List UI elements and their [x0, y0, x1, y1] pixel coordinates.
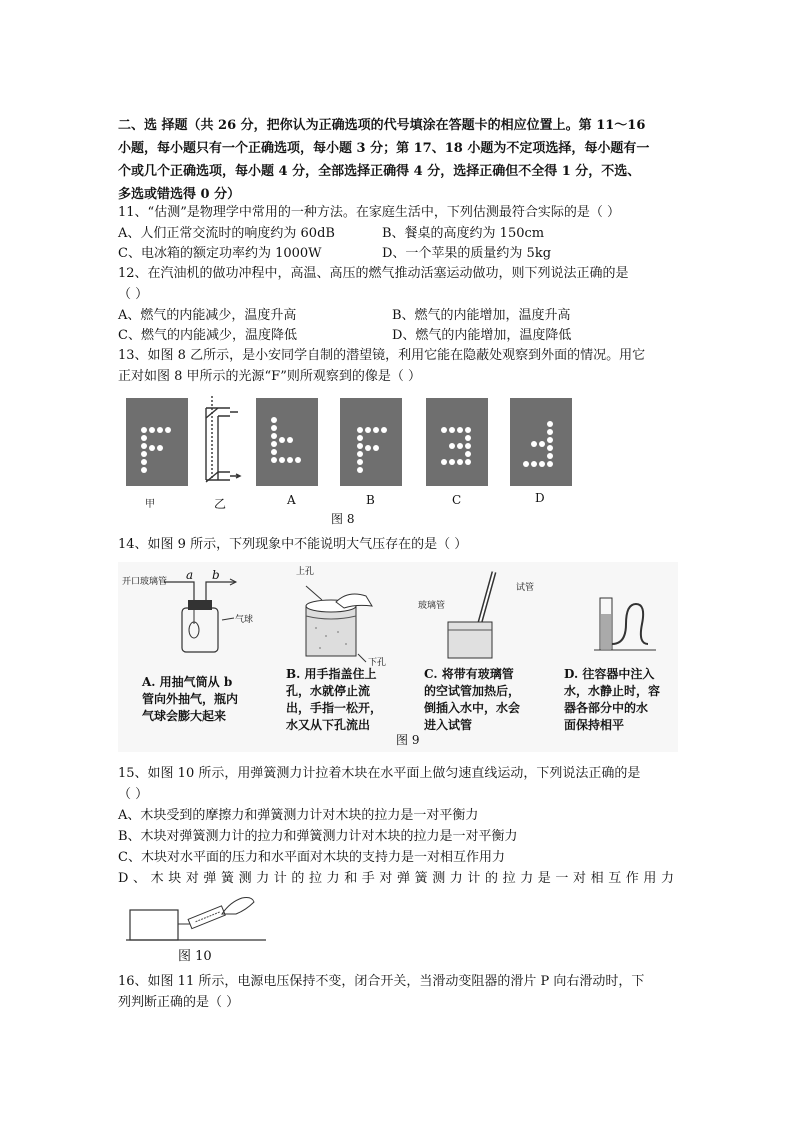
fig9-a-balloon-label: 气球 [235, 615, 254, 625]
q16-stem-line-1: 16、如图 11 所示，电源电压保持不变，闭合开关，当滑动变阻器的滑片 P 向右滑动时，下 [118, 974, 645, 989]
fig9-a-caption-3: 气球会膨大起来 [142, 709, 227, 723]
fig9-b-caption-4: 水又从下孔流出 [286, 718, 371, 732]
figure-10 [126, 888, 276, 948]
fig9-c-caption-4: 进入试管 [424, 718, 473, 732]
fig9-c-test-tube-label: 试管 [516, 583, 535, 593]
fig9-c-caption-3: 倒插入水中，水会 [424, 701, 521, 715]
q12-stem-line-2: （ ） [118, 287, 149, 302]
fig8-label-a: A [287, 493, 296, 507]
q13-stem-line-2: 正对如图 8 甲所示的光源“F”则所观察到的像是（ ） [118, 369, 421, 384]
q12-option-d: D、燃气的内能增加，温度降低 [392, 328, 572, 343]
fig9-c-glass-tube-label: 玻璃管 [418, 601, 446, 611]
q12-stem-line-1: 12、在汽油机的做功冲程中，高温、高压的燃气推动活塞运动做功，则下列说法正确的是 [118, 266, 629, 281]
figure-9-d-diagram [586, 584, 666, 664]
figure-9-caption: 图 9 [396, 733, 420, 747]
fig9-d-caption-3: 器各部分中的水 [564, 701, 649, 715]
fig9-b-caption-1: B. 用手指盖住上 [286, 667, 377, 681]
q12-option-a: A、燃气的内能减少，温度升高 [118, 308, 297, 323]
figure-9-c-diagram [404, 564, 534, 664]
q16-stem-line-2: 列判断正确的是（ ） [118, 995, 240, 1010]
fig9-d-caption-1: D. 往容器中注入 [564, 667, 655, 681]
option-c-image-panel [426, 398, 488, 486]
section-header-line-1: 二、选 择题（共 26 分，把你认为正确选项的代号填涂在答题卡的相应位置上。第 11～16 [118, 118, 646, 133]
figure-9 [118, 562, 678, 752]
figure-8 [118, 390, 588, 530]
option-d-image-panel [510, 398, 572, 486]
q15-stem-line-1: 15、如图 10 所示，用弹簧测力计拉着木块在水平面上做匀速直线运动，下列说法正确的是 [118, 766, 641, 781]
q11-stem: 11、“估测”是物理学中常用的一种方法。在家庭生活中，下列估测最符合实际的是（ ） [118, 205, 620, 220]
figure-10-caption: 图 10 [178, 949, 212, 964]
q15-option-d: D、木块对弹簧测力计的拉力和手对弹簧测力计的拉力是一对相互作用力 [118, 871, 674, 886]
fig9-a-tube-label: 开口玻璃管 [122, 577, 168, 587]
fig9-a-caption-2: 管向外抽气，瓶内 [142, 692, 239, 706]
q15-option-b: B、木块对弹簧测力计的拉力和弹簧测力计对木块的拉力是一对平衡力 [118, 829, 518, 844]
fig9-b-bottom-hole-label: 下孔 [368, 658, 387, 668]
figure-9-b-diagram [286, 566, 396, 666]
q13-stem-line-1: 13、如图 8 乙所示，是小安同学自制的潜望镜，利用它能在隐蔽处观察到外面的情况。用它 [118, 348, 646, 363]
periscope-diagram [206, 396, 240, 482]
q14-stem: 14、如图 9 所示，下列现象中不能说明大气压存在的是（ ） [118, 537, 468, 552]
q12-option-c: C、燃气的内能减少，温度降低 [118, 328, 297, 343]
fig9-c-caption-1: C. 将带有玻璃管 [424, 667, 514, 681]
fig9-b-top-hole-label: 上孔 [296, 567, 315, 577]
fig9-a-caption-1: A. 用抽气筒从 b [142, 675, 233, 689]
figure-8-caption: 图 8 [331, 512, 355, 526]
section-header-line-3: 个或几个正确选项，每小题 4 分，全部选择正确得 4 分，选择正确但不全得 1 分，不选、 [118, 164, 641, 179]
q11-option-c: C、电冰箱的额定功率约为 1000W [118, 246, 322, 261]
fig8-label-d: D [535, 491, 545, 505]
section-header-line-4: 多选或错选得 0 分） [118, 187, 241, 202]
q15-stem-line-2: （ ） [118, 787, 149, 802]
q12-option-b: B、燃气的内能增加，温度升高 [392, 308, 571, 323]
fig9-a-label-a: a [186, 568, 194, 582]
fig9-d-caption-4: 面保持相平 [564, 718, 625, 732]
option-b-image-panel [340, 398, 402, 486]
q11-option-b: B、餐桌的高度约为 150cm [382, 226, 545, 241]
fig8-label-b: B [366, 493, 375, 507]
q15-option-a: A、木块受到的摩擦力和弹簧测力计对木块的拉力是一对平衡力 [118, 808, 479, 823]
q15-option-c: C、木块对水平面的压力和水平面对木块的支持力是一对相互作用力 [118, 850, 505, 865]
fig8-label-yi: 乙 [214, 497, 227, 511]
q11-option-a: A、人们正常交流时的响度约为 60dB [118, 226, 335, 241]
fig8-label-jia: 甲 [145, 499, 155, 510]
fig8-label-c: C [452, 493, 462, 507]
fig9-a-label-b: b [212, 568, 220, 582]
fig9-b-caption-2: 孔，水就停止流 [286, 684, 371, 698]
fig9-b-caption-3: 出，手指一松开， [286, 701, 383, 715]
fig9-d-caption-2: 水，水静止时，容 [564, 684, 661, 698]
figure-8-source-panel [126, 398, 188, 486]
q11-option-d: D、一个苹果的质量约为 5kg [382, 246, 552, 261]
fig9-c-caption-2: 的空试管加热后， [424, 684, 521, 698]
option-a-image-panel [256, 398, 318, 486]
section-header-line-2: 小题，每小题只有一个正确选项，每小题 3 分；第 17、18 小题为不定项选择，每小题有一 [118, 141, 650, 156]
